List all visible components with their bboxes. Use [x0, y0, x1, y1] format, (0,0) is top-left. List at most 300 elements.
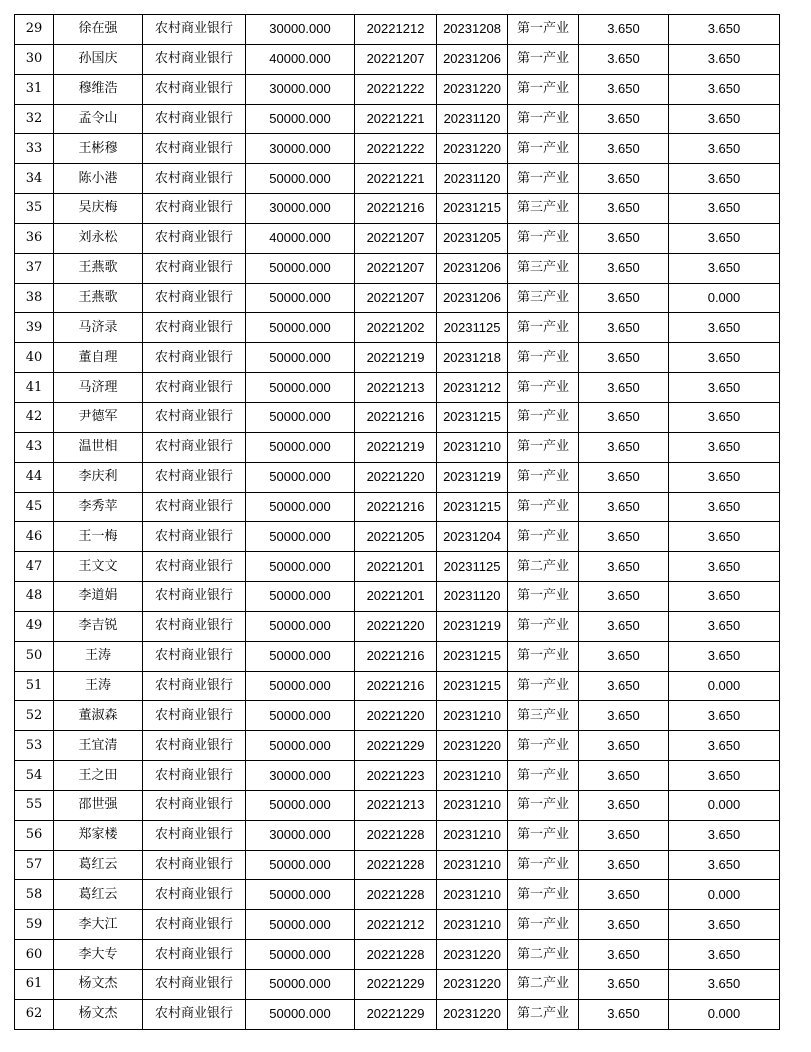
loan-amount-cell: 50000.000 [246, 701, 355, 731]
bank-name-cell: 农村商业银行 [143, 731, 246, 761]
subsidy-rate-cell: 3.650 [669, 343, 780, 373]
start-date-cell: 20221222 [355, 74, 437, 104]
end-date-cell: 20231220 [437, 731, 508, 761]
end-date-cell: 20231215 [437, 641, 508, 671]
loan-amount-cell: 50000.000 [246, 373, 355, 403]
interest-rate-cell: 3.650 [579, 940, 669, 970]
interest-rate-cell: 3.650 [579, 313, 669, 343]
table-row [15, 999, 780, 1029]
borrower-name-cell: 王燕歌 [54, 253, 143, 283]
start-date-cell: 20221205 [355, 522, 437, 552]
start-date-cell: 20221207 [355, 223, 437, 253]
end-date-cell: 20231220 [437, 134, 508, 164]
table-row [15, 910, 780, 940]
loan-amount-cell: 40000.000 [246, 223, 355, 253]
bank-name-cell: 农村商业银行 [143, 582, 246, 612]
bank-name-cell: 农村商业银行 [143, 820, 246, 850]
table-row [15, 552, 780, 582]
end-date-cell: 20231210 [437, 910, 508, 940]
start-date-cell: 20221202 [355, 313, 437, 343]
start-date-cell: 20221213 [355, 373, 437, 403]
borrower-name-cell: 葛红云 [54, 880, 143, 910]
row-number-cell: 50 [15, 641, 54, 671]
table-row [15, 671, 780, 701]
bank-name-cell: 农村商业银行 [143, 164, 246, 194]
loan-amount-cell: 40000.000 [246, 44, 355, 74]
row-number-cell: 38 [15, 283, 54, 313]
borrower-name-cell: 李庆利 [54, 462, 143, 492]
industry-cell: 第一产业 [508, 671, 579, 701]
subsidy-rate-cell: 3.650 [669, 223, 780, 253]
industry-cell: 第一产业 [508, 880, 579, 910]
borrower-name-cell: 王涛 [54, 641, 143, 671]
bank-name-cell: 农村商业银行 [143, 790, 246, 820]
table-row [15, 283, 780, 313]
end-date-cell: 20231210 [437, 432, 508, 462]
bank-name-cell: 农村商业银行 [143, 283, 246, 313]
table-body [15, 15, 780, 1030]
subsidy-rate-cell: 3.650 [669, 611, 780, 641]
start-date-cell: 20221228 [355, 820, 437, 850]
borrower-name-cell: 郑家楼 [54, 820, 143, 850]
interest-rate-cell: 3.650 [579, 283, 669, 313]
end-date-cell: 20231206 [437, 283, 508, 313]
table-row [15, 761, 780, 791]
borrower-name-cell: 王彬穆 [54, 134, 143, 164]
row-number-cell: 58 [15, 880, 54, 910]
industry-cell: 第一产业 [508, 641, 579, 671]
borrower-name-cell: 王文文 [54, 552, 143, 582]
industry-cell: 第一产业 [508, 373, 579, 403]
end-date-cell: 20231218 [437, 343, 508, 373]
start-date-cell: 20221229 [355, 731, 437, 761]
loan-amount-cell: 50000.000 [246, 850, 355, 880]
industry-cell: 第二产业 [508, 999, 579, 1029]
industry-cell: 第三产业 [508, 253, 579, 283]
borrower-name-cell: 王涛 [54, 671, 143, 701]
industry-cell: 第一产业 [508, 790, 579, 820]
subsidy-rate-cell: 3.650 [669, 74, 780, 104]
interest-rate-cell: 3.650 [579, 611, 669, 641]
row-number-cell: 43 [15, 432, 54, 462]
table-row [15, 731, 780, 761]
subsidy-rate-cell: 3.650 [669, 462, 780, 492]
loan-amount-cell: 50000.000 [246, 641, 355, 671]
loan-amount-cell: 50000.000 [246, 671, 355, 701]
industry-cell: 第一产业 [508, 44, 579, 74]
table-row [15, 134, 780, 164]
start-date-cell: 20221228 [355, 880, 437, 910]
industry-cell: 第三产业 [508, 194, 579, 224]
interest-rate-cell: 3.650 [579, 402, 669, 432]
start-date-cell: 20221223 [355, 761, 437, 791]
borrower-name-cell: 李道娟 [54, 582, 143, 612]
subsidy-rate-cell: 0.000 [669, 790, 780, 820]
table-row [15, 492, 780, 522]
start-date-cell: 20221229 [355, 999, 437, 1029]
table-row [15, 940, 780, 970]
row-number-cell: 41 [15, 373, 54, 403]
borrower-name-cell: 孙国庆 [54, 44, 143, 74]
row-number-cell: 36 [15, 223, 54, 253]
start-date-cell: 20221219 [355, 432, 437, 462]
industry-cell: 第三产业 [508, 283, 579, 313]
subsidy-rate-cell: 3.650 [669, 701, 780, 731]
table-row [15, 701, 780, 731]
start-date-cell: 20221216 [355, 194, 437, 224]
interest-rate-cell: 3.650 [579, 194, 669, 224]
borrower-name-cell: 尹德军 [54, 402, 143, 432]
row-number-cell: 56 [15, 820, 54, 850]
table-row [15, 522, 780, 552]
bank-name-cell: 农村商业银行 [143, 134, 246, 164]
loan-amount-cell: 50000.000 [246, 910, 355, 940]
subsidy-rate-cell: 3.650 [669, 15, 780, 45]
borrower-name-cell: 徐在强 [54, 15, 143, 45]
loan-amount-cell: 50000.000 [246, 582, 355, 612]
industry-cell: 第一产业 [508, 432, 579, 462]
end-date-cell: 20231206 [437, 253, 508, 283]
interest-rate-cell: 3.650 [579, 343, 669, 373]
row-number-cell: 62 [15, 999, 54, 1029]
subsidy-rate-cell: 3.650 [669, 552, 780, 582]
end-date-cell: 20231205 [437, 223, 508, 253]
interest-rate-cell: 3.650 [579, 671, 669, 701]
bank-name-cell: 农村商业银行 [143, 910, 246, 940]
row-number-cell: 33 [15, 134, 54, 164]
loan-amount-cell: 30000.000 [246, 134, 355, 164]
loan-amount-cell: 50000.000 [246, 402, 355, 432]
table-row [15, 223, 780, 253]
table-row [15, 582, 780, 612]
industry-cell: 第一产业 [508, 134, 579, 164]
industry-cell: 第一产业 [508, 611, 579, 641]
loan-amount-cell: 50000.000 [246, 104, 355, 134]
bank-name-cell: 农村商业银行 [143, 253, 246, 283]
industry-cell: 第一产业 [508, 910, 579, 940]
subsidy-rate-cell: 0.000 [669, 671, 780, 701]
industry-cell: 第一产业 [508, 761, 579, 791]
interest-rate-cell: 3.650 [579, 701, 669, 731]
table-row [15, 343, 780, 373]
interest-rate-cell: 3.650 [579, 850, 669, 880]
bank-name-cell: 农村商业银行 [143, 223, 246, 253]
loan-amount-cell: 50000.000 [246, 432, 355, 462]
start-date-cell: 20221220 [355, 611, 437, 641]
bank-name-cell: 农村商业银行 [143, 671, 246, 701]
industry-cell: 第一产业 [508, 462, 579, 492]
table-row [15, 402, 780, 432]
bank-name-cell: 农村商业银行 [143, 15, 246, 45]
borrower-name-cell: 马济录 [54, 313, 143, 343]
interest-rate-cell: 3.650 [579, 999, 669, 1029]
end-date-cell: 20231220 [437, 970, 508, 1000]
row-number-cell: 54 [15, 761, 54, 791]
table-row [15, 74, 780, 104]
start-date-cell: 20221228 [355, 940, 437, 970]
subsidy-rate-cell: 0.000 [669, 999, 780, 1029]
row-number-cell: 57 [15, 850, 54, 880]
end-date-cell: 20231204 [437, 522, 508, 552]
start-date-cell: 20221229 [355, 970, 437, 1000]
loan-amount-cell: 50000.000 [246, 790, 355, 820]
subsidy-rate-cell: 3.650 [669, 850, 780, 880]
loan-amount-cell: 50000.000 [246, 283, 355, 313]
bank-name-cell: 农村商业银行 [143, 940, 246, 970]
table-row [15, 850, 780, 880]
loan-amount-cell: 50000.000 [246, 970, 355, 1000]
borrower-name-cell: 董自理 [54, 343, 143, 373]
industry-cell: 第一产业 [508, 343, 579, 373]
row-number-cell: 55 [15, 790, 54, 820]
start-date-cell: 20221219 [355, 343, 437, 373]
bank-name-cell: 农村商业银行 [143, 701, 246, 731]
loan-amount-cell: 50000.000 [246, 164, 355, 194]
interest-rate-cell: 3.650 [579, 253, 669, 283]
row-number-cell: 39 [15, 313, 54, 343]
row-number-cell: 37 [15, 253, 54, 283]
row-number-cell: 42 [15, 402, 54, 432]
borrower-name-cell: 王之田 [54, 761, 143, 791]
start-date-cell: 20221212 [355, 15, 437, 45]
interest-rate-cell: 3.650 [579, 761, 669, 791]
start-date-cell: 20221207 [355, 283, 437, 313]
end-date-cell: 20231210 [437, 880, 508, 910]
subsidy-rate-cell: 3.650 [669, 104, 780, 134]
row-number-cell: 49 [15, 611, 54, 641]
bank-name-cell: 农村商业银行 [143, 44, 246, 74]
start-date-cell: 20221220 [355, 462, 437, 492]
loan-amount-cell: 30000.000 [246, 761, 355, 791]
table-row [15, 970, 780, 1000]
start-date-cell: 20221222 [355, 134, 437, 164]
interest-rate-cell: 3.650 [579, 910, 669, 940]
interest-rate-cell: 3.650 [579, 223, 669, 253]
borrower-name-cell: 李吉锐 [54, 611, 143, 641]
bank-name-cell: 农村商业银行 [143, 343, 246, 373]
end-date-cell: 20231215 [437, 402, 508, 432]
subsidy-rate-cell: 3.650 [669, 641, 780, 671]
industry-cell: 第三产业 [508, 701, 579, 731]
bank-name-cell: 农村商业银行 [143, 761, 246, 791]
start-date-cell: 20221216 [355, 492, 437, 522]
row-number-cell: 29 [15, 15, 54, 45]
start-date-cell: 20221216 [355, 641, 437, 671]
borrower-name-cell: 穆维浩 [54, 74, 143, 104]
table-row [15, 15, 780, 45]
interest-rate-cell: 3.650 [579, 731, 669, 761]
end-date-cell: 20231125 [437, 552, 508, 582]
row-number-cell: 31 [15, 74, 54, 104]
end-date-cell: 20231220 [437, 999, 508, 1029]
borrower-name-cell: 温世相 [54, 432, 143, 462]
row-number-cell: 46 [15, 522, 54, 552]
borrower-name-cell: 李秀苹 [54, 492, 143, 522]
bank-name-cell: 农村商业银行 [143, 462, 246, 492]
row-number-cell: 51 [15, 671, 54, 701]
subsidy-rate-cell: 3.650 [669, 820, 780, 850]
end-date-cell: 20231212 [437, 373, 508, 403]
industry-cell: 第一产业 [508, 15, 579, 45]
loan-amount-cell: 50000.000 [246, 731, 355, 761]
row-number-cell: 52 [15, 701, 54, 731]
industry-cell: 第一产业 [508, 522, 579, 552]
industry-cell: 第二产业 [508, 970, 579, 1000]
start-date-cell: 20221221 [355, 104, 437, 134]
start-date-cell: 20221201 [355, 552, 437, 582]
end-date-cell: 20231219 [437, 611, 508, 641]
industry-cell: 第一产业 [508, 731, 579, 761]
table-row [15, 820, 780, 850]
interest-rate-cell: 3.650 [579, 522, 669, 552]
bank-name-cell: 农村商业银行 [143, 522, 246, 552]
industry-cell: 第一产业 [508, 223, 579, 253]
bank-name-cell: 农村商业银行 [143, 850, 246, 880]
table-row [15, 164, 780, 194]
borrower-name-cell: 王一梅 [54, 522, 143, 552]
bank-name-cell: 农村商业银行 [143, 373, 246, 403]
interest-rate-cell: 3.650 [579, 552, 669, 582]
subsidy-rate-cell: 0.000 [669, 283, 780, 313]
loan-amount-cell: 50000.000 [246, 552, 355, 582]
subsidy-rate-cell: 3.650 [669, 134, 780, 164]
subsidy-rate-cell: 3.650 [669, 910, 780, 940]
subsidy-rate-cell: 3.650 [669, 402, 780, 432]
industry-cell: 第二产业 [508, 940, 579, 970]
end-date-cell: 20231206 [437, 44, 508, 74]
end-date-cell: 20231215 [437, 194, 508, 224]
end-date-cell: 20231208 [437, 15, 508, 45]
row-number-cell: 47 [15, 552, 54, 582]
table-row [15, 313, 780, 343]
loan-table [14, 14, 780, 1030]
table-row [15, 462, 780, 492]
borrower-name-cell: 李大江 [54, 910, 143, 940]
loan-amount-cell: 50000.000 [246, 940, 355, 970]
row-number-cell: 48 [15, 582, 54, 612]
row-number-cell: 53 [15, 731, 54, 761]
subsidy-rate-cell: 3.650 [669, 194, 780, 224]
bank-name-cell: 农村商业银行 [143, 641, 246, 671]
table-row [15, 44, 780, 74]
borrower-name-cell: 马济理 [54, 373, 143, 403]
subsidy-rate-cell: 3.650 [669, 432, 780, 462]
industry-cell: 第一产业 [508, 492, 579, 522]
interest-rate-cell: 3.650 [579, 104, 669, 134]
start-date-cell: 20221207 [355, 253, 437, 283]
table-row [15, 641, 780, 671]
loan-amount-cell: 50000.000 [246, 999, 355, 1029]
bank-name-cell: 农村商业银行 [143, 194, 246, 224]
end-date-cell: 20231215 [437, 671, 508, 701]
subsidy-rate-cell: 3.650 [669, 522, 780, 552]
end-date-cell: 20231219 [437, 462, 508, 492]
loan-amount-cell: 30000.000 [246, 15, 355, 45]
row-number-cell: 30 [15, 44, 54, 74]
loan-amount-cell: 50000.000 [246, 462, 355, 492]
interest-rate-cell: 3.650 [579, 462, 669, 492]
interest-rate-cell: 3.650 [579, 74, 669, 104]
interest-rate-cell: 3.650 [579, 880, 669, 910]
loan-amount-cell: 30000.000 [246, 74, 355, 104]
end-date-cell: 20231120 [437, 104, 508, 134]
end-date-cell: 20231210 [437, 790, 508, 820]
end-date-cell: 20231220 [437, 74, 508, 104]
interest-rate-cell: 3.650 [579, 373, 669, 403]
borrower-name-cell: 李大专 [54, 940, 143, 970]
end-date-cell: 20231120 [437, 582, 508, 612]
bank-name-cell: 农村商业银行 [143, 402, 246, 432]
borrower-name-cell: 刘永松 [54, 223, 143, 253]
subsidy-rate-cell: 3.650 [669, 313, 780, 343]
interest-rate-cell: 3.650 [579, 164, 669, 194]
table-row [15, 253, 780, 283]
table-row [15, 432, 780, 462]
row-number-cell: 40 [15, 343, 54, 373]
end-date-cell: 20231125 [437, 313, 508, 343]
table-row [15, 880, 780, 910]
end-date-cell: 20231220 [437, 940, 508, 970]
row-number-cell: 34 [15, 164, 54, 194]
table-row [15, 611, 780, 641]
bank-name-cell: 农村商业银行 [143, 104, 246, 134]
borrower-name-cell: 杨文杰 [54, 999, 143, 1029]
industry-cell: 第一产业 [508, 582, 579, 612]
industry-cell: 第一产业 [508, 402, 579, 432]
end-date-cell: 20231210 [437, 850, 508, 880]
industry-cell: 第一产业 [508, 164, 579, 194]
bank-name-cell: 农村商业银行 [143, 492, 246, 522]
end-date-cell: 20231215 [437, 492, 508, 522]
bank-name-cell: 农村商业银行 [143, 432, 246, 462]
bank-name-cell: 农村商业银行 [143, 880, 246, 910]
row-number-cell: 35 [15, 194, 54, 224]
row-number-cell: 45 [15, 492, 54, 522]
bank-name-cell: 农村商业银行 [143, 74, 246, 104]
subsidy-rate-cell: 3.650 [669, 253, 780, 283]
bank-name-cell: 农村商业银行 [143, 970, 246, 1000]
subsidy-rate-cell: 3.650 [669, 44, 780, 74]
interest-rate-cell: 3.650 [579, 15, 669, 45]
subsidy-rate-cell: 3.650 [669, 164, 780, 194]
subsidy-rate-cell: 3.650 [669, 492, 780, 522]
subsidy-rate-cell: 3.650 [669, 731, 780, 761]
borrower-name-cell: 吴庆梅 [54, 194, 143, 224]
industry-cell: 第一产业 [508, 313, 579, 343]
industry-cell: 第二产业 [508, 552, 579, 582]
borrower-name-cell: 董淑森 [54, 701, 143, 731]
loan-amount-cell: 50000.000 [246, 343, 355, 373]
start-date-cell: 20221201 [355, 582, 437, 612]
subsidy-rate-cell: 3.650 [669, 761, 780, 791]
start-date-cell: 20221216 [355, 402, 437, 432]
end-date-cell: 20231210 [437, 761, 508, 791]
table-row [15, 790, 780, 820]
row-number-cell: 60 [15, 940, 54, 970]
subsidy-rate-cell: 3.650 [669, 373, 780, 403]
industry-cell: 第一产业 [508, 104, 579, 134]
industry-cell: 第一产业 [508, 74, 579, 104]
row-number-cell: 44 [15, 462, 54, 492]
start-date-cell: 20221212 [355, 910, 437, 940]
interest-rate-cell: 3.650 [579, 492, 669, 522]
interest-rate-cell: 3.650 [579, 970, 669, 1000]
table-row [15, 373, 780, 403]
subsidy-rate-cell: 3.650 [669, 582, 780, 612]
interest-rate-cell: 3.650 [579, 790, 669, 820]
interest-rate-cell: 3.650 [579, 641, 669, 671]
bank-name-cell: 农村商业银行 [143, 552, 246, 582]
